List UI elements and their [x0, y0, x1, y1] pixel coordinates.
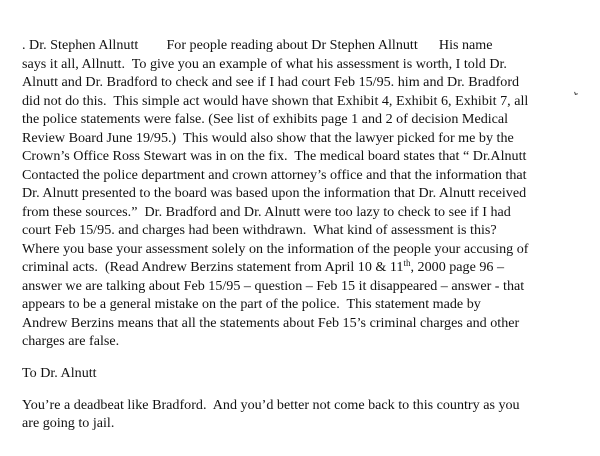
paragraph-line-4: did not do this. This simple act would have shown that Exhibit 4, Exhibit 6, Exhibit 7, all [22, 93, 529, 109]
paragraph-line-13-tail: , 2000 page 96 – [410, 259, 505, 275]
paragraph-line-3: Alnutt and Dr. Bradford to check and see if I had court Feb 15/95. him and Dr. Bradford [22, 74, 520, 90]
paragraph-line-9: Dr. Alnutt presented to the board was based upon the information that Dr. Alnutt received [22, 185, 527, 201]
paragraph-line-12: Where you base your assessment solely on the information of the people your accusing of [22, 241, 529, 257]
scan-mark: ⌄ [570, 85, 583, 100]
paragraph-line-17: charges are false. [22, 333, 120, 349]
ordinal-superscript: th [403, 258, 411, 268]
closing-line-1: You’re a deadbeat like Bradford. And you’d better not come back to this country as you [22, 397, 520, 413]
paragraph-line-15: appears to be a general mistake on the part of the police. This statement made by [22, 296, 481, 312]
salutation: To Dr. Alnutt [22, 365, 97, 381]
paragraph-line-10: from these sources.” Dr. Bradford and Dr. Alnutt were too lazy to check to see if I had [22, 204, 511, 220]
paragraph-line-7: Crown’s Office Ross Stewart was in on the fix. The medical board states that “ Dr.Alnutt [22, 148, 527, 164]
paragraph-line-14: answer we are talking about Feb 15/95 – question – Feb 15 it disappeared – answer - that [22, 278, 525, 294]
paragraph-line-16: Andrew Berzins means that all the statements about Feb 15’s criminal charges and other [22, 315, 520, 331]
paragraph-line-13 [22, 258, 504, 277]
paragraph-line-1: . Dr. Stephen Allnutt For people reading about Dr Stephen Allnutt His name [22, 37, 493, 53]
paragraph-line-5: the police statements were false. (See list of exhibits page 1 and 2 of decision Medical [22, 111, 509, 127]
paragraph-line-13-text: criminal acts. (Read Andrew Berzins statement from April 10 & 11 [22, 259, 404, 275]
closing-line-2: are going to jail. [22, 415, 115, 431]
paragraph-line-8: Contacted the police department and crown attorney’s office and that the information that [22, 167, 527, 183]
paragraph-line-11: court Feb 15/95. and charges had been withdrawn. What kind of assessment is this? [22, 222, 497, 238]
paragraph-line-2: says it all, Allnutt. To give you an example of what his assessment is worth, I told Dr. [22, 56, 507, 72]
paragraph-line-6: Review Board June 19/95.) This would also show that the lawyer picked for me by the [22, 130, 514, 146]
